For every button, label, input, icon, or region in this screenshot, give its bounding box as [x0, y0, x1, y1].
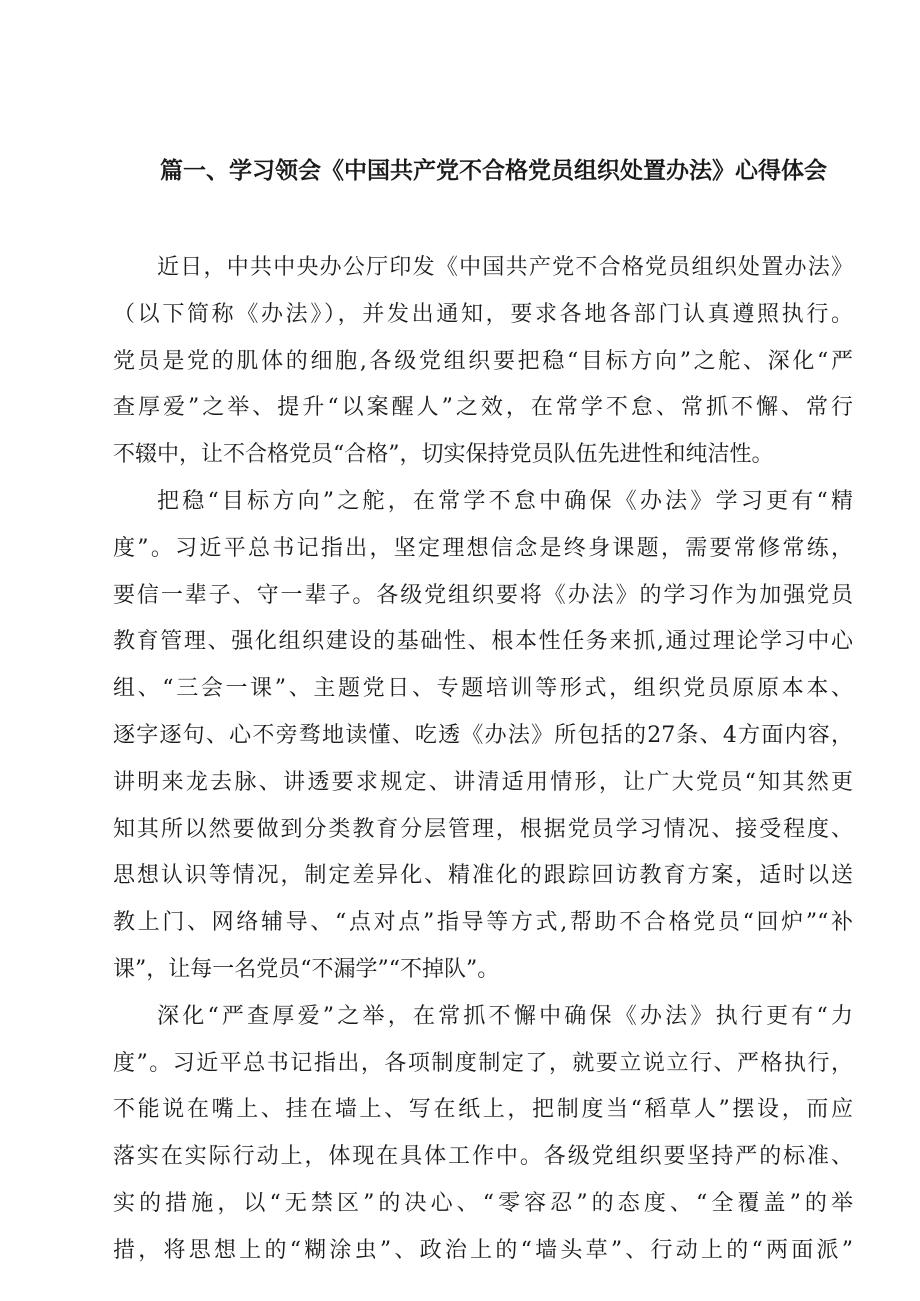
document-body — [113, 245, 853, 1275]
paragraph-line: 党员是党的肌体的细胞,各级党组织要把稳“目标方向”之舵、深化“严 — [113, 348, 853, 374]
paragraph-line: 课”，让每一名党员“不漏学”“不掉队”。 — [113, 956, 500, 982]
paragraph-line: 度”。习近平总书记指出，各项制度制定了，就要立说立行、严格执行， — [113, 1050, 853, 1076]
paragraph-line: 实的措施，以“无禁区”的决心、“零容忍”的态度、“全覆盖”的举 — [113, 1190, 853, 1216]
paragraph-line: 落实在实际行动上，体现在具体工作中。各级党组织要坚持严的标准、 — [113, 1144, 853, 1170]
page-title: 篇一、学习领会《中国共产党不合格党员组织处置办法》心得体会 — [160, 158, 827, 184]
paragraph-line: 逐字逐句、心不旁骛地读懂、吃透《办法》所包括的27条、4方面内容， — [113, 722, 853, 748]
paragraph-line: 不能说在嘴上、挂在墙上、写在纸上，把制度当“稻草人”摆设，而应 — [113, 1097, 853, 1123]
paragraph-line: 教上门、网络辅导、“点对点”指导等方式,帮助不合格党员“回炉”“补 — [113, 910, 853, 936]
paragraph-line: 措，将思想上的“糊涂虫”、政治上的“墙头草”、行动上的“两面派” — [113, 1237, 853, 1263]
paragraph-line: 把稳“目标方向”之舵，在常学不怠中确保《办法》学习更有“精 — [157, 488, 853, 514]
paragraph-line: （以下简称《办法》），并发出通知，要求各地各部门认真遵照执行。 — [113, 301, 853, 327]
paragraph-line: 知其所以然要做到分类教育分层管理，根据党员学习情况、接受程度、 — [113, 816, 853, 842]
paragraph-line: 查厚爱”之举、提升“以案醒人”之效，在常学不怠、常抓不懈、常行 — [113, 395, 853, 421]
paragraph-line: 组、“三会一课”、主题党日、专题培训等形式，组织党员原原本本、 — [113, 676, 853, 702]
paragraph-line: 不辍中，让不合格党员“合格”，切实保持党员队伍先进性和纯洁性。 — [113, 442, 774, 468]
paragraph-line: 思想认识等情况，制定差异化、精准化的跟踪回访教育方案，适时以送 — [113, 863, 853, 889]
paragraph-line: 要信一辈子、守一辈子。各级党组织要将《办法》的学习作为加强党员 — [113, 582, 853, 608]
paragraph-line: 深化“严查厚爱”之举，在常抓不懈中确保《办法》执行更有“力 — [157, 1003, 853, 1029]
paragraph-line: 近日，中共中央办公厅印发《中国共产党不合格党员组织处置办法》 — [157, 255, 853, 280]
paragraph-line: 度”。习近平总书记指出，坚定理想信念是终身课题，需要常修常练， — [113, 535, 853, 561]
paragraph-line: 教育管理、强化组织建设的基础性、根本性任务来抓,通过理论学习中心 — [113, 629, 853, 655]
paragraph-line: 讲明来龙去脉、讲透要求规定、讲清适用情形，让广大党员“知其然更 — [113, 769, 853, 795]
